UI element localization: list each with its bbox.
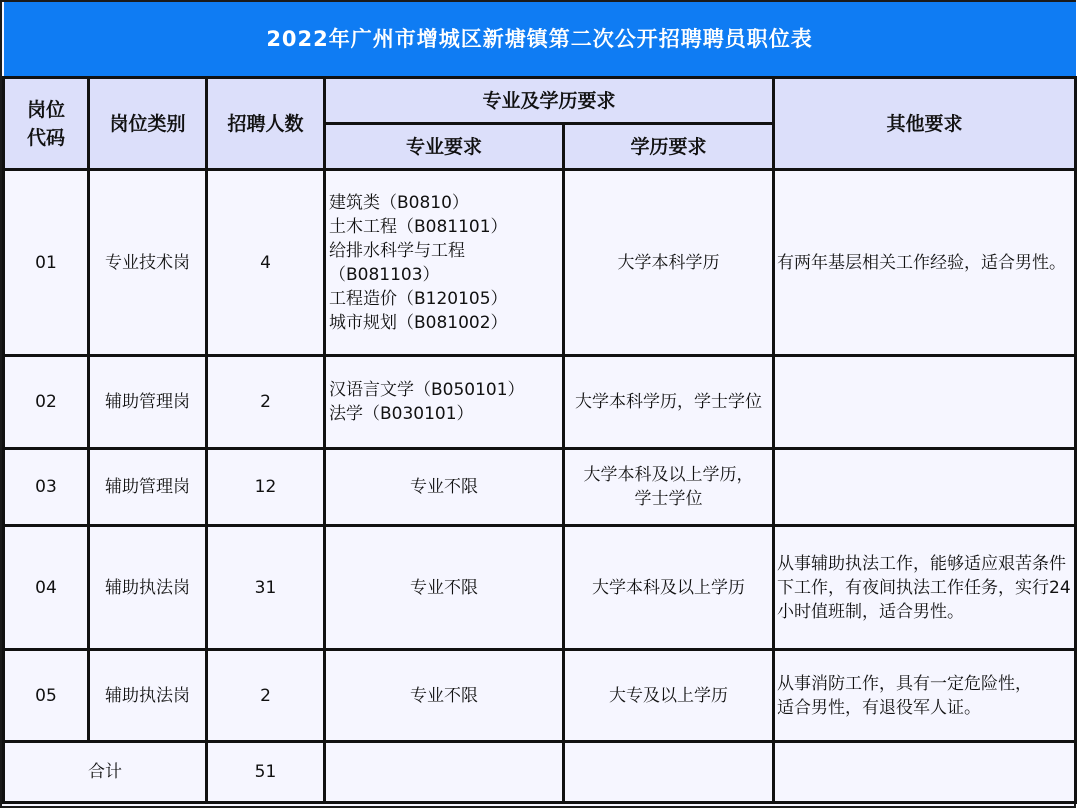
cell-code: 05 (4, 650, 89, 742)
cell-other: 从事消防工作，具有一定危险性，适合男性，有退役军人证。 (774, 650, 1076, 742)
major-line: 汉语言文学（B050101） (329, 380, 525, 400)
total-empty-other (774, 742, 1076, 803)
header-major: 专业要求 (325, 124, 564, 170)
cell-other: 从事辅助执法工作，能够适应艰苦条件下工作，有夜间执法工作任务，实行24小时值班制，适合男性。 (774, 526, 1076, 650)
cell-education: 大学本科及以上学历 (564, 526, 774, 650)
cell-count: 12 (207, 449, 325, 526)
cell-education: 大专及以上学历 (564, 650, 774, 742)
recruitment-position-table (2, 2, 1077, 804)
cell-major: 专业不限 (325, 449, 564, 526)
header-code (4, 78, 89, 170)
major-line: 给排水科学与工程 (329, 240, 465, 261)
cell-major: 专业不限 (325, 650, 564, 742)
total-count: 51 (207, 742, 325, 803)
cell-category: 辅助管理岗 (89, 449, 207, 526)
header-other: 其他要求 (774, 78, 1076, 170)
major-line: 建筑类（B0810） (329, 192, 469, 213)
header-major-education-group: 专业及学历要求 (325, 78, 774, 124)
cell-major: 专业不限 (325, 526, 564, 650)
major-line: 工程造价（B120105） (329, 288, 508, 309)
table-row (4, 356, 1076, 449)
cell-code: 01 (4, 170, 89, 356)
header-count: 招聘人数 (207, 78, 325, 170)
cell-count: 31 (207, 526, 325, 650)
cell-major (325, 170, 564, 356)
cell-category: 辅助执法岗 (89, 526, 207, 650)
major-line: 法学（B030101） (329, 404, 474, 424)
cell-education: 大学本科及以上学历，学士学位 (564, 449, 774, 526)
cell-count: 2 (207, 650, 325, 742)
major-line: 城市规划（B081002） (329, 312, 508, 333)
cell-education: 大学本科学历，学士学位 (564, 356, 774, 449)
cell-count: 2 (207, 356, 325, 449)
cell-category: 辅助执法岗 (89, 650, 207, 742)
table-row (4, 449, 1076, 526)
header-category: 岗位类别 (89, 78, 207, 170)
major-line: （B081103） (329, 264, 440, 285)
cell-category: 专业技术岗 (89, 170, 207, 356)
header-education: 学历要求 (564, 124, 774, 170)
header-code-line1: 岗位 (26, 98, 65, 121)
cell-code: 04 (4, 526, 89, 650)
table-title: 2022年广州市增城区新塘镇第二次公开招聘聘员职位表 (4, 2, 1076, 78)
total-label: 合计 (4, 742, 207, 803)
table-row (4, 650, 1076, 742)
cell-category: 辅助管理岗 (89, 356, 207, 449)
cell-code: 03 (4, 449, 89, 526)
total-row (4, 742, 1076, 803)
major-line: 土木工程（B081101） (329, 216, 508, 237)
table-row (4, 526, 1076, 650)
cell-other (774, 356, 1076, 449)
cell-major (325, 356, 564, 449)
cell-code: 02 (4, 356, 89, 449)
cell-count: 4 (207, 170, 325, 356)
cell-other (774, 449, 1076, 526)
cell-education: 大学本科学历 (564, 170, 774, 356)
total-empty-major (325, 742, 564, 803)
cell-other: 有两年基层相关工作经验，适合男性。 (774, 170, 1076, 356)
table-row (4, 170, 1076, 356)
total-empty-education (564, 742, 774, 803)
header-code-line2: 代码 (26, 126, 65, 149)
